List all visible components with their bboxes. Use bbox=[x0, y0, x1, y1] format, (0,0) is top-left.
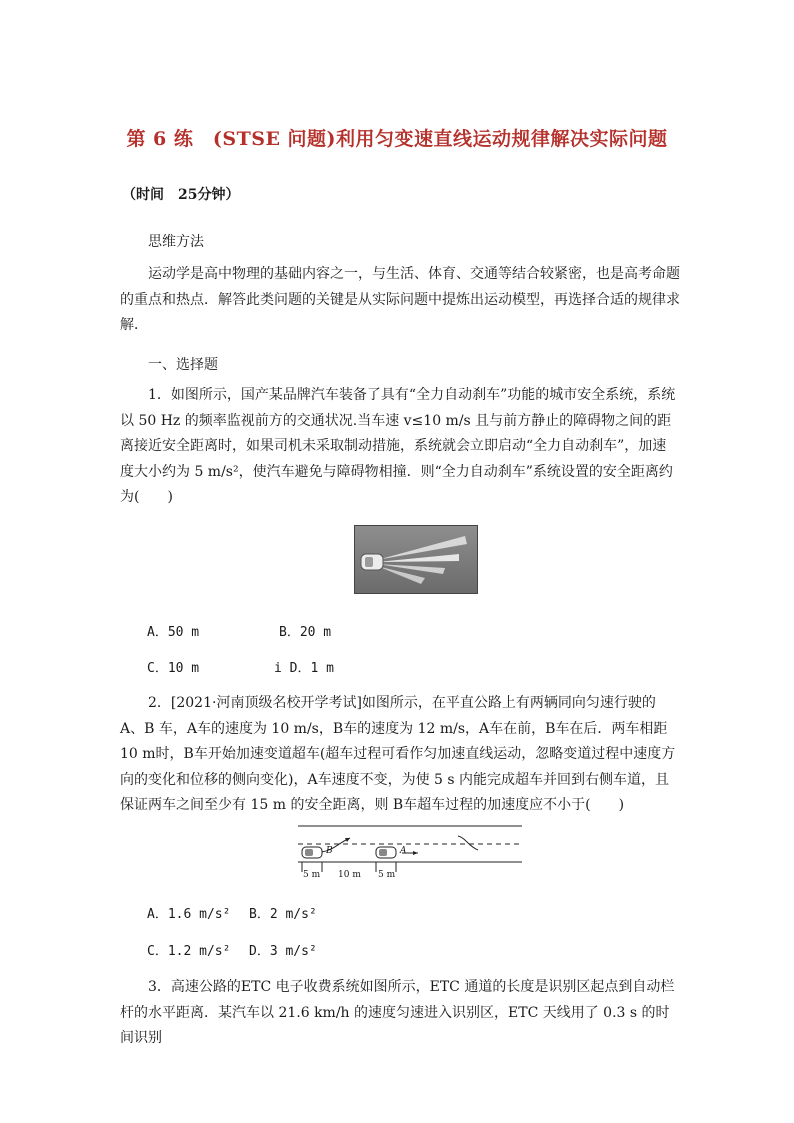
q2-option-d: D．3 m/s² bbox=[249, 944, 317, 959]
question-3-text: 3．高速公路的ETC 电子收费系统如图所示，ETC 通道的长度是识别区起点到自动栏杆的水平距离．某汽车以 21.6 km/h 的速度匀速进入识别区，ETC 天线用了 0.3 s 的时间识别 bbox=[120, 979, 675, 1046]
section-heading: 一、选择题 bbox=[148, 357, 218, 373]
q2-option-a: A．1.6 m/s² bbox=[147, 907, 231, 922]
question-1-text: 1．如图所示，国产某品牌汽车装备了具有“全力自动刹车”功能的城市安全系统，系统以 50 Hz 的频率监视前方的交通状况.当车速 v≤10 m/s 且与前方静止的障碍物之间的距离接近安全距离时，如果司机未采取制动措施，系统就会立即启动“全力自动刹车”，加速度大小约为 5 m/s²，使汽车避免与障碍物相撞．则“全力自动刹车”系统设置的安全距离约为( ) bbox=[120, 387, 676, 505]
car-a-label: A bbox=[400, 846, 407, 856]
method-heading: 思维方法 bbox=[148, 234, 204, 250]
q1-option-d: i D．1 m bbox=[274, 661, 334, 676]
q1-option-b: B．20 m bbox=[279, 625, 332, 640]
method-paragraph: 运动学是高中物理的基础内容之一，与生活、体育、交通等结合较紧密，也是高考命题的重点和热点．解答此类问题的关键是从实际问题中提炼出运动模型，再选择合适的规律求解． bbox=[120, 266, 680, 333]
q1-option-a: A．50 m bbox=[147, 625, 200, 640]
car-b-label: B bbox=[326, 846, 333, 856]
dimension-label: 10 m bbox=[338, 870, 361, 880]
question-2-text: 2．[2021·河南顶级名校开学考试]如图所示，在平直公路上有两辆同向匀速行驶的 A、B 车，A车的速度为 10 m/s，B车的速度为 12 m/s，A车在前，B车在后．两车相距 10 m时，B车开始加速变道超车(超车过程可看作匀加速直线运动，忽略变道过程中速度方向的变化和位移的侧向变化)，A车速度不变，为使 5 s 内能完成超车并回到右侧车道，且保证两车之间至少有 15 m 的安全距离，则 B车超车过程的加速度应不小于( ) bbox=[120, 695, 676, 813]
dimension-label: 5 m bbox=[303, 870, 321, 880]
page-title: 第 6 练 (STSE 问题)利用匀变速直线运动规律解决实际问题 bbox=[126, 128, 668, 150]
time-limit: （时间 25分钟） bbox=[122, 187, 240, 203]
q1-option-c: C．10 m bbox=[147, 661, 200, 676]
auto-brake-figure bbox=[354, 525, 478, 594]
q2-option-b: B．2 m/s² bbox=[249, 907, 317, 922]
overtaking-figure bbox=[294, 822, 526, 884]
q2-option-c: C．1.2 m/s² bbox=[147, 944, 231, 959]
dimension-label: 5 m bbox=[378, 870, 396, 880]
